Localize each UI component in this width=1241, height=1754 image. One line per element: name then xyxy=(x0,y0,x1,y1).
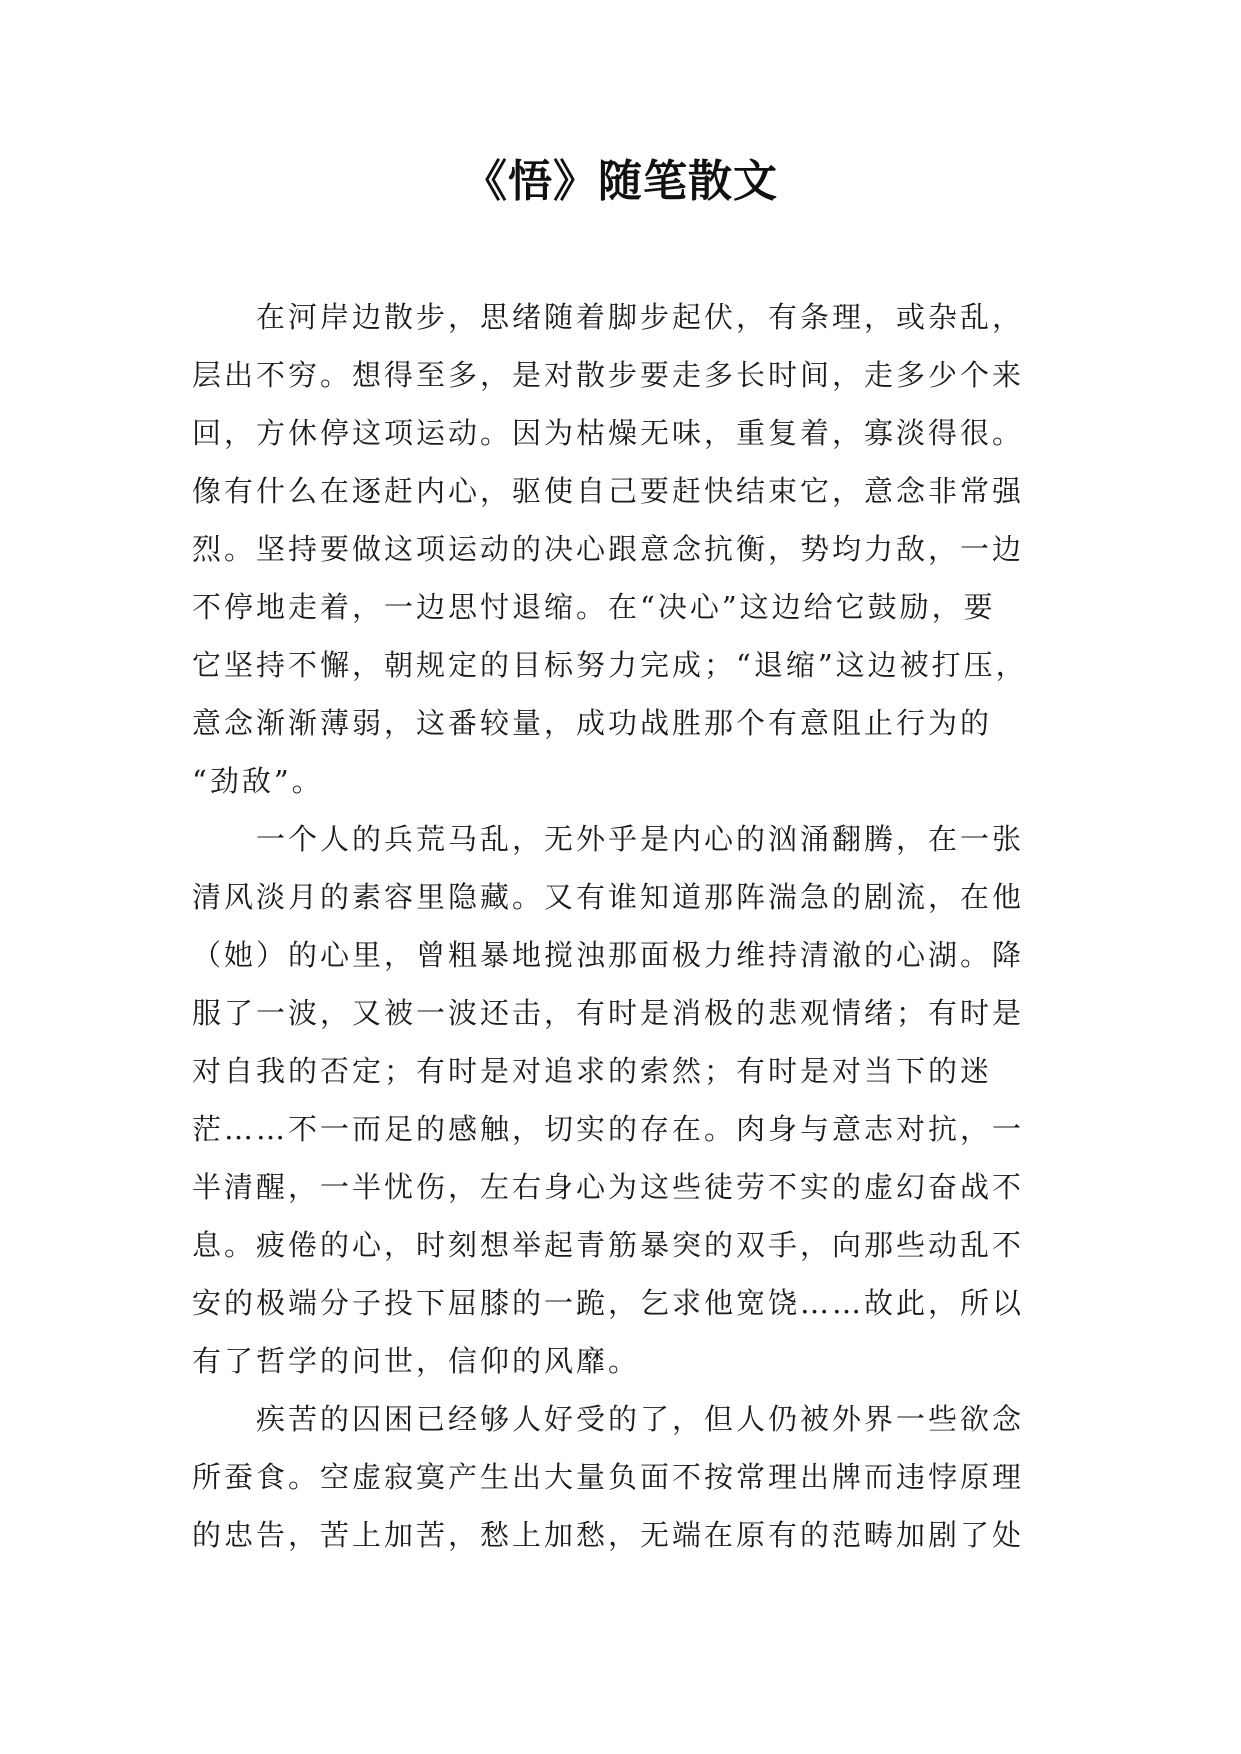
text-line: 茫……不一而足的感触，切实的存在。肉身与意志对抗，一 xyxy=(192,1112,1025,1146)
document-title: 《悟》随笔散文 xyxy=(463,156,778,207)
text-line: 对自我的否定；有时是对追求的索然；有时是对当下的迷 xyxy=(192,1054,993,1088)
text-line: 有了哲学的问世，信仰的风靡。 xyxy=(192,1344,641,1378)
text-line: 烈。坚持要做这项运动的决心跟意念抗衡，势均力敌，一边 xyxy=(192,532,1025,566)
text-line: 疾苦的囚困已经够人好受的了，但人仍被外界一些欲念 xyxy=(192,1402,1025,1436)
text-line: “劲敌”。 xyxy=(192,764,324,798)
text-line: 所蚕食。空虚寂寞产生出大量负面不按常理出牌而违悖原理 xyxy=(192,1460,1025,1494)
text-line: 不停地走着，一边思忖退缩。在“决心”这边给它鼓励，要 xyxy=(192,590,996,624)
text-line: 它坚持不懈，朝规定的目标努力完成；“退缩”这边被打压， xyxy=(192,648,1028,682)
text-line: 在河岸边散步，思绪随着脚步起伏，有条理，或杂乱， xyxy=(192,300,1025,334)
text-line: 的忠告，苦上加苦，愁上加愁，无端在原有的范畴加剧了处 xyxy=(192,1518,1025,1552)
text-line: 意念渐渐薄弱，这番较量，成功战胜那个有意阻止行为的 xyxy=(192,706,993,740)
text-line: 安的极端分子投下屈膝的一跪，乞求他宽饶……故此，所以 xyxy=(192,1286,1025,1320)
document-body xyxy=(192,288,1072,1564)
text-line: 回，方休停这项运动。因为枯燥无味，重复着，寡淡得很。 xyxy=(192,416,1025,450)
text-line: 像有什么在逐赶内心，驱使自己要赶快结束它，意念非常强 xyxy=(192,474,1025,508)
text-line: 一个人的兵荒马乱，无外乎是内心的汹涌翻腾，在一张 xyxy=(192,822,1025,856)
text-line: 服了一波，又被一波还击，有时是消极的悲观情绪；有时是 xyxy=(192,996,1025,1030)
text-line: （她）的心里，曾粗暴地搅浊那面极力维持清澈的心湖。降 xyxy=(192,938,1025,972)
text-line: 半清醒，一半忧伤，左右身心为这些徒劳不实的虚幻奋战不 xyxy=(192,1170,1025,1204)
text-line: 层出不穷。想得至多，是对散步要走多长时间，走多少个来 xyxy=(192,358,1025,392)
text-line: 清风淡月的素容里隐藏。又有谁知道那阵湍急的剧流，在他 xyxy=(192,880,1025,914)
text-line: 息。疲倦的心，时刻想举起青筋暴突的双手，向那些动乱不 xyxy=(192,1228,1025,1262)
